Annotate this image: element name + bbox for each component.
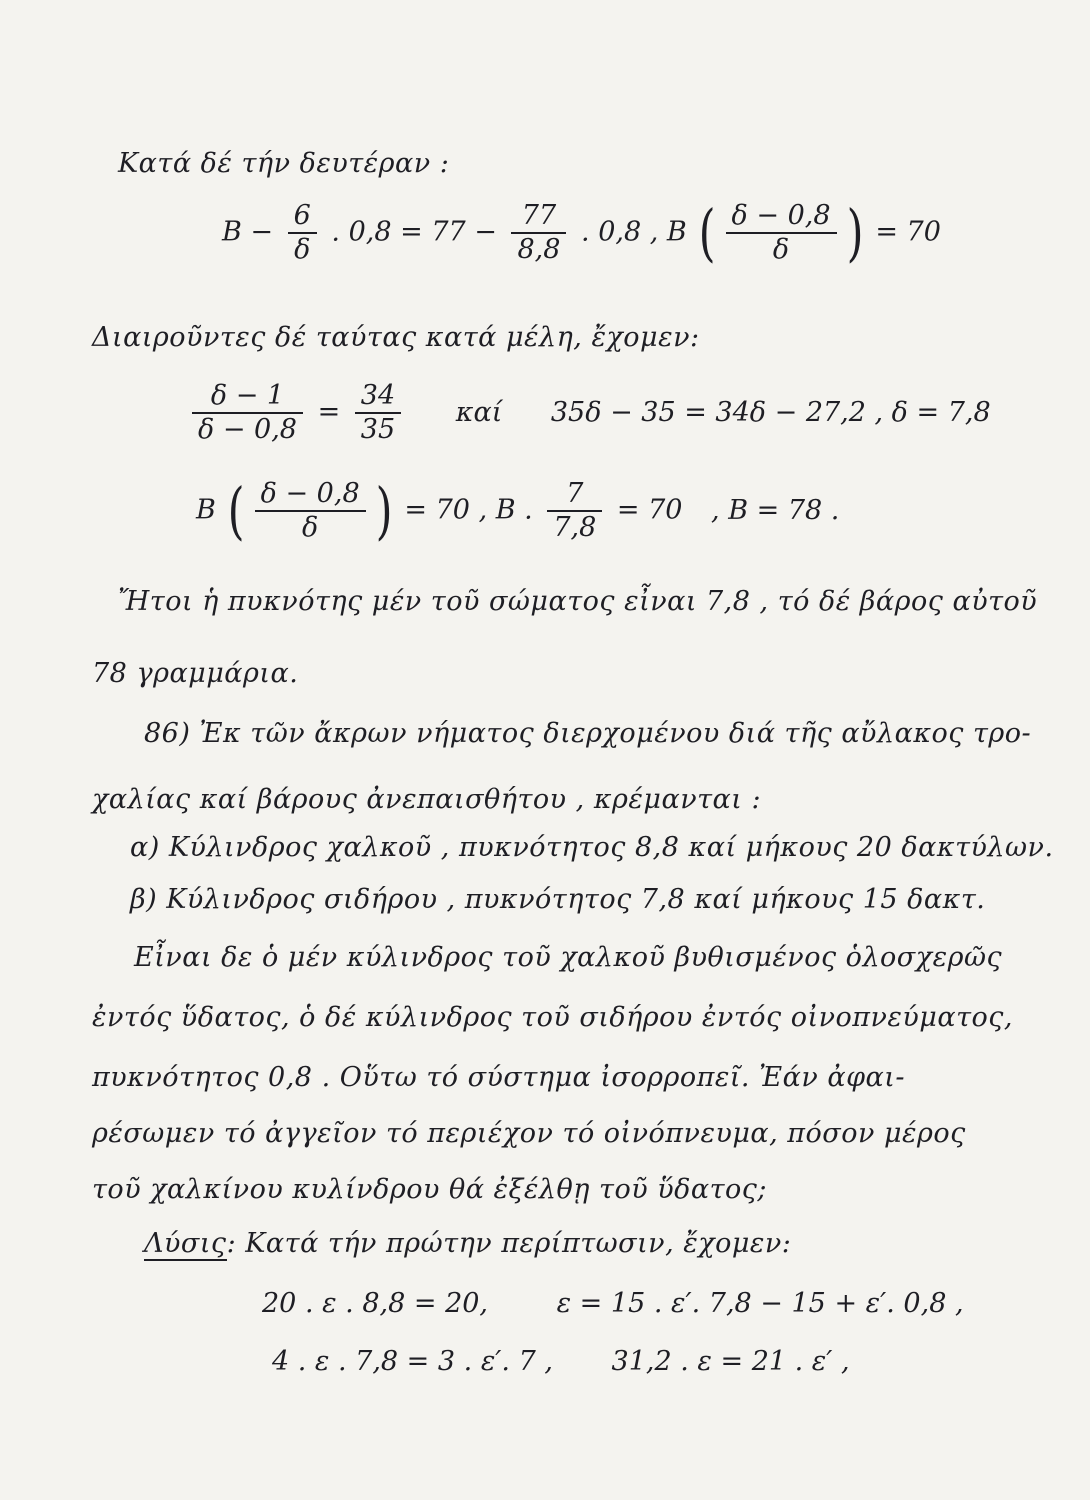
bleed-through-text: [950, 118, 957, 143]
equation-part: . 0,8 = 77 −: [331, 216, 497, 248]
numerator: 77: [511, 200, 566, 234]
solution-line: [144, 1228, 791, 1259]
fraction: [511, 200, 566, 266]
equation-part: ε = 15 . ε′. 7,8 − 15 + ε′. 0,8 ,: [556, 1288, 964, 1319]
equation-part: = 70: [616, 494, 683, 526]
equation-part: 31,2 . ε = 21 . ε′ ,: [611, 1346, 850, 1377]
fraction: [192, 380, 303, 446]
numerator: δ − 0,8: [726, 200, 837, 234]
text-line: 86) Ἐκ τῶν ἄκρων νήματος διερχομένου διά τῆς αὔλακος τρο-: [144, 718, 1032, 749]
equation-part: B: [196, 494, 216, 526]
equation-part: B −: [222, 216, 274, 248]
text-line: 78 γραμμάρια.: [92, 658, 299, 689]
equation-part: 4 . ε . 7,8 = 3 . ε′. 7 ,: [272, 1346, 553, 1377]
equation-part: = 70 , B .: [404, 494, 533, 526]
fraction: [726, 200, 837, 266]
text-line: χαλίας καί βάρους ἀνεπαισθήτου , κρέμανται :: [92, 784, 762, 815]
equation: [272, 1346, 850, 1377]
numerator: δ − 1: [192, 380, 303, 414]
text-line: τοῦ χαλκίνου κυλίνδρου θά ἐξέλθῃ τοῦ ὕδατος;: [92, 1174, 768, 1205]
fraction: [355, 380, 401, 446]
numerator: 34: [355, 380, 401, 414]
equation: [196, 474, 840, 547]
text-line: Διαιροῦντες δέ ταύτας κατά μέλη, ἔχομεν:: [92, 322, 700, 353]
equation: [262, 1288, 964, 1319]
right-paren: ): [846, 196, 864, 269]
text-line: πυκνότητος 0,8 . Οὕτω τό σύστημα ἰσορροπεῖ. Ἐάν ἀφαι-: [92, 1062, 905, 1093]
text-line: β) Κύλινδρος σιδήρου , πυκνότητος 7,8 καί μήκους 15 δακτ.: [130, 884, 986, 915]
text-line: α) Κύλινδρος χαλκοῦ , πυκνότητος 8,8 καί μήκους 20 δακτύλων.: [130, 832, 1054, 863]
fraction: [547, 478, 602, 544]
equation-part: =: [317, 396, 341, 428]
text-line: Ἤτοι ἡ πυκνότης μέν τοῦ σώματος εἶναι 7,8 , τό δέ βάρος αὐτοῦ: [118, 586, 1038, 617]
solution-text: : Κατά τήν πρώτην περίπτωσιν, ἔχομεν:: [226, 1228, 792, 1259]
denominator: 7,8: [553, 512, 597, 543]
left-paren: (: [228, 474, 246, 547]
fraction: [288, 200, 317, 266]
equation-part: 35δ − 35 = 34δ − 27,2 , δ = 7,8: [550, 396, 991, 428]
numerator: 7: [547, 478, 602, 512]
numerator: δ − 0,8: [255, 478, 366, 512]
text-line: Εἶναι δε ὁ μέν κύλινδρος τοῦ χαλκοῦ βυθισμένος ὁλοσχερῶς: [134, 942, 1003, 973]
equation-part: καί: [455, 396, 503, 428]
equation-part: . 0,8 , B: [581, 216, 687, 248]
equation: [186, 380, 991, 446]
text-line: ρέσωμεν τό ἀγγεῖον τό περιέχον τό οἰνόπνευμα, πόσον μέρος: [92, 1118, 966, 1149]
solution-label: Λύσις: [144, 1228, 227, 1259]
equation-part: 20 . ε . 8,8 = 20,: [262, 1288, 489, 1319]
fraction: [255, 478, 366, 544]
denominator: δ: [294, 234, 311, 265]
denominator: δ: [302, 512, 319, 543]
equation: [222, 196, 941, 269]
denominator: 8,8: [517, 234, 561, 265]
text-line: ἐντός ὕδατος, ὁ δέ κύλινδρος τοῦ σιδήρου ἐντός οἰνοπνεύματος,: [92, 1002, 1013, 1033]
denominator: δ − 0,8: [198, 414, 297, 445]
numerator: 6: [288, 200, 317, 234]
equation-part: = 70: [875, 216, 941, 248]
denominator: 35: [360, 414, 396, 445]
right-paren: ): [375, 474, 393, 547]
text-line: Κατά δέ τήν δευτέραν :: [118, 148, 450, 179]
denominator: δ: [772, 234, 790, 265]
left-paren: (: [698, 196, 716, 269]
equation-part: , B = 78 .: [711, 494, 840, 526]
